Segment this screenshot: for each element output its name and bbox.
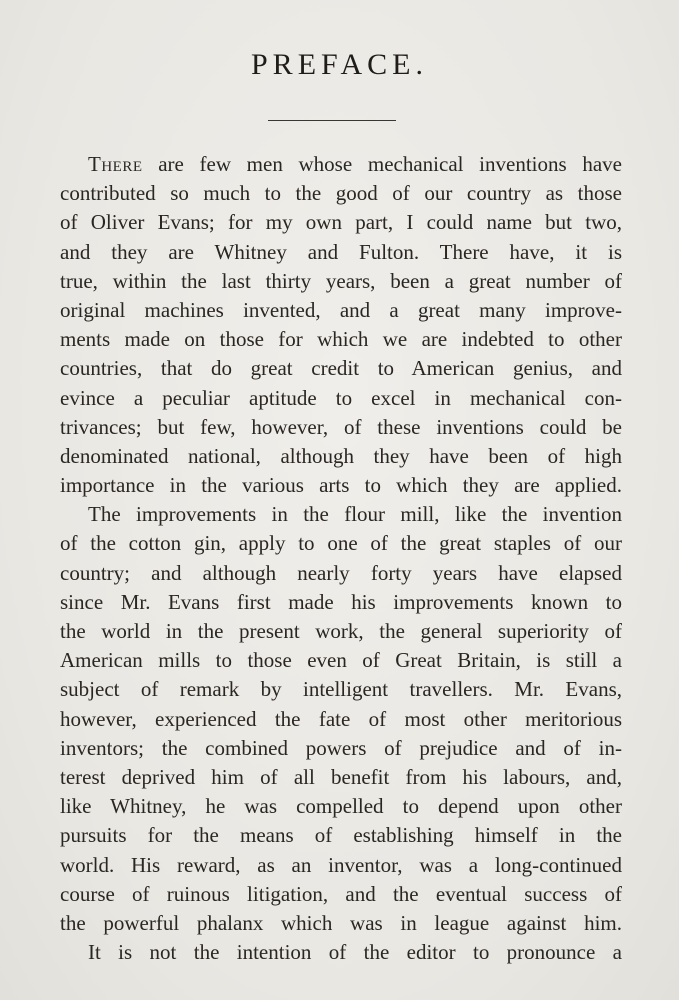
text-line: and they are Whitney and Fulton. There have, it is [60, 239, 622, 264]
text-line: ments made on those for which we are indebted to other [60, 327, 622, 352]
text-line: of the cotton gin, apply to one of the great staples of our [60, 531, 622, 556]
text-line: countries, that do great credit to American genius, and [60, 356, 622, 381]
text-line: evince a peculiar aptitude to excel in mechanical con- [60, 385, 622, 410]
text-line: importance in the various arts to which they are applied. [60, 473, 622, 498]
text-line: the world in the present work, the general superiority of [60, 619, 622, 643]
text-line: world. His reward, as an inventor, was a long-continued [60, 852, 622, 877]
text-line: original machines invented, and a great many improve- [60, 297, 622, 322]
text-line: like Whitney, he was compelled to depend upon other [60, 794, 622, 819]
text-line: inventors; the combined powers of prejudice and of in- [60, 735, 622, 760]
preface-text [60, 150, 622, 967]
text-line: There are few men whose mechanical inventions have [88, 152, 622, 176]
opening-word: There [88, 152, 143, 176]
text-line: pursuits for the means of establishing himself in the [60, 823, 622, 848]
text-line: the powerful phalanx which was in league against him. [60, 910, 622, 935]
text-line: The improvements in the flour mill, like the invention [88, 502, 622, 527]
text-line: subject of remark by intelligent travellers. Mr. Evans, [60, 677, 622, 702]
text-line: denominated national, although they have been of high [60, 443, 622, 468]
text-line: terest deprived him of all benefit from his labours, and, [60, 764, 622, 789]
page-title: PREFACE. [251, 48, 428, 81]
text-line: country; and although nearly forty years have elapsed [60, 560, 622, 585]
text-line: true, within the last thirty years, been a great number of [60, 268, 622, 293]
text-line: trivances; but few, however, of these inventions could be [60, 414, 622, 439]
text-line: contributed so much to the good of our country as those [60, 181, 622, 206]
text-line: course of ruinous litigation, and the eventual success of [60, 881, 622, 906]
text-line: of Oliver Evans; for my own part, I could name but two, [60, 210, 622, 235]
text-line: however, experienced the fate of most other meritorious [60, 706, 622, 731]
text-line: since Mr. Evans first made his improvements known to [60, 589, 622, 614]
text-line: American mills to those even of Great Britain, is still a [60, 648, 622, 673]
title-rule [268, 120, 396, 121]
text-line: It is not the intention of the editor to pronounce a [88, 940, 622, 965]
